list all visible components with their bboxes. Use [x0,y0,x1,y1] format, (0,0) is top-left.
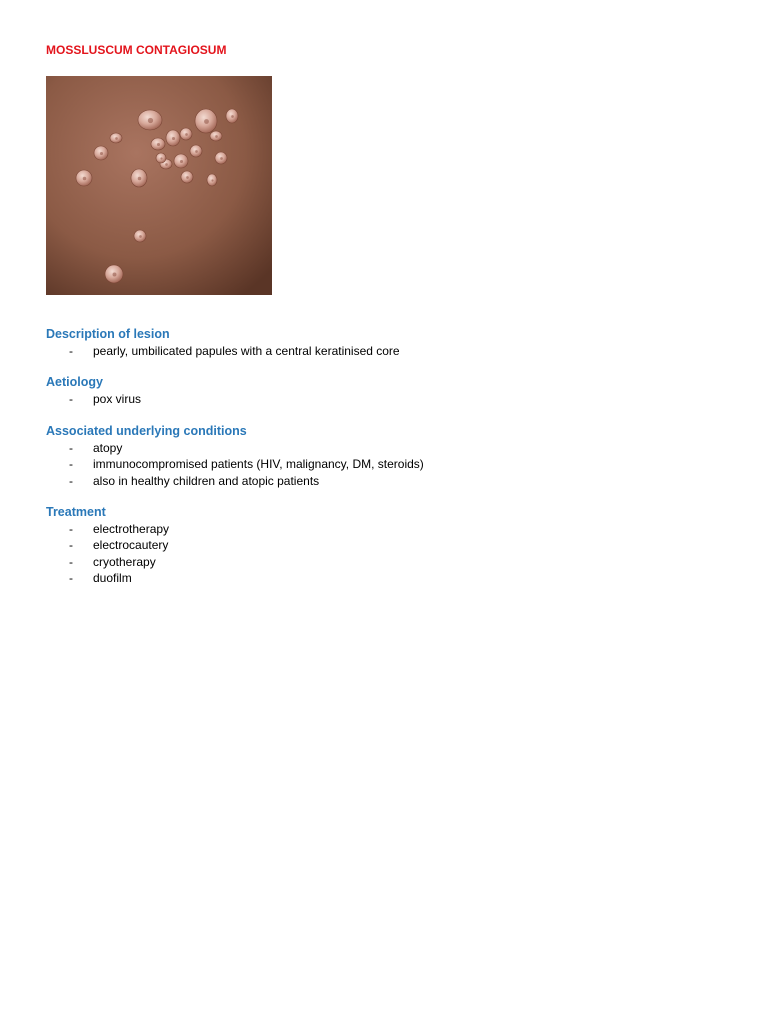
section-treatment [46,504,726,587]
bullet-list [46,440,726,489]
papule-umbilication [231,115,234,118]
papule-umbilication [115,137,118,140]
bullet-dash: - [69,344,73,358]
papule-umbilication [165,163,168,166]
papule-umbilication [204,119,209,124]
list-item [46,440,726,456]
papule-umbilication [139,235,142,238]
papule-umbilication [220,157,223,160]
papule-umbilication [160,157,162,159]
section-heading: Aetiology [46,375,103,390]
list-item-text: pearly, umbilicated papules with a central keratinised core [93,344,400,358]
list-item-text: pox virus [93,392,142,407]
section-description-of-lesion [46,326,726,359]
document-content [46,326,726,602]
list-item [46,343,726,359]
papule-umbilication [211,179,213,181]
papule-umbilication [113,273,117,277]
list-item [46,537,726,553]
papule-umbilication [100,152,103,155]
list-item-text: electrocautery [93,538,169,553]
papule-umbilication [195,150,198,153]
papule-umbilication [157,143,160,146]
bullet-list [46,521,726,587]
papule-umbilication [215,135,218,138]
papule-umbilication [138,177,142,181]
papule-umbilication [172,137,175,140]
list-item [46,456,726,472]
section-heading: Treatment [46,504,106,519]
list-item [46,521,726,537]
bullet-dash: - [69,521,73,536]
list-item [46,570,726,586]
list-item [46,473,726,489]
papule-umbilication [180,160,183,163]
papule-umbilication [83,177,87,181]
section-heading: Description of lesion [46,327,170,341]
bullet-dash: - [69,457,73,472]
section-aetiology [46,374,726,407]
list-item-text: electrotherapy [93,521,170,536]
list-item-text: cryotherapy [93,554,156,569]
bullet-dash: - [69,392,73,407]
list-item-text: atopy [93,440,123,455]
document-title: MOSSLUSCUM CONTAGIOSUM [46,43,227,57]
list-item [46,554,726,570]
lesion-photo [46,76,272,295]
papule-umbilication [185,133,188,136]
bullet-list [46,391,726,407]
papule-umbilication [186,176,189,179]
papule-umbilication [148,118,153,123]
list-item [46,391,726,407]
list-item-text: immunocompromised patients (HIV, malignancy, DM, steroids) [93,457,424,472]
bullet-dash: - [69,538,73,553]
bullet-dash: - [69,554,73,569]
bullet-list [46,343,726,359]
bullet-dash: - [69,571,73,586]
list-item-text: duofilm [93,571,132,586]
bullet-dash: - [69,473,73,488]
section-heading: Associated underlying conditions [46,423,247,438]
bullet-dash: - [69,440,73,455]
list-item-text: also in healthy children and atopic patients [93,473,320,488]
section-associated-underlying-conditions [46,423,726,489]
